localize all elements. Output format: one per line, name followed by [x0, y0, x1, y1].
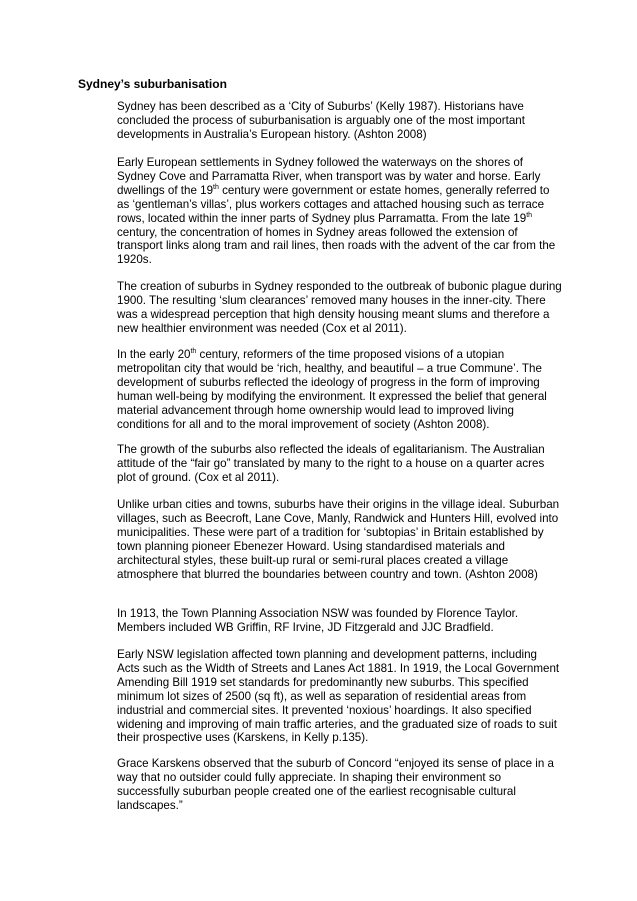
- paragraph-text: In the early 20: [117, 348, 191, 361]
- paragraph-town-planning-association: In 1913, the Town Planning Association NSW was founded by Florence Taylor. Members included WB Griffin, RF Irvine, JD Fitzgerald and JJC Bradfield.: [117, 607, 519, 634]
- paragraph-city-of-suburbs: Sydney has been described as a ‘City of Suburbs’ (Kelly 1987). Historians have concluded the process of suburbanisation is arguably one of the most important developments in Australia’s European history. (Ashton 2008): [117, 100, 525, 141]
- ordinal-suffix: th: [213, 183, 219, 191]
- paragraph-text: century, the concentration of homes in Sydney areas followed the extension of transport links along tram and rail lines, then roads with the advent of the car from the 1920s.: [117, 225, 556, 267]
- paragraph-concord-quote: Grace Karskens observed that the suburb of Concord “enjoyed its sense of place in a way that no outsider could fully appreciate. In shaping their environment so successfully suburban people created one of the earliest recognisable cultural landscapes.”: [117, 757, 554, 812]
- page-title: Sydney’s suburbanisation: [78, 77, 227, 91]
- paragraph-text: century were government or estate homes, generally referred to as ‘gentleman’s villas’, plus workers cottages and attached housing such as terrace rows, located within the inner parts of Sydney plus Parramatta. From the late 19: [117, 183, 550, 225]
- paragraph-text: century, reformers of the time proposed visions of a utopian metropolitan city that would be ‘rich, healthy, and beautiful – a true Commune’. The development of suburbs reflected the ideology of progress in the form of improving human well-being by modifying the environment. It expressed the belief that general material advancement through home ownership would lead to improved living conditions for all and to the moral improvement of society (Ashton 2008).: [117, 348, 547, 431]
- paragraph-village-ideal: Unlike urban cities and towns, suburbs have their origins in the village ideal. Suburban villages, such as Beecroft, Lane Cove, Manly, Randwick and Hunters Hill, evolved into municipalities. These were part of a tradition for ‘subtopias’ in Britain established by town planning pioneer Ebenezer Howard. Using standardised materials and architectural styles, these built-up rural or semi-rural places created a village atmosphere that blurred the boundaries between country and town. (Ashton 2008): [117, 498, 560, 581]
- ordinal-suffix: th: [526, 211, 533, 219]
- paragraph-egalitarianism: The growth of the suburbs also reflected the ideals of egalitarianism. The Australian attitude of the “fair go” translated by many to the right to a house on a quarter acres plot of ground. (Cox et al 2011).: [117, 443, 545, 484]
- paragraph-early-settlements: [117, 156, 562, 267]
- paragraph-bubonic-plague: The creation of suburbs in Sydney responded to the outbreak of bubonic plague during 1900. The resulting ‘slum clearances’ removed many houses in the inner-city. There was a widespread perception that high density housing meant slums and therefore a new healthier environment was needed (Cox et al 2011).: [117, 280, 562, 335]
- paragraph-text: Early European settlements in Sydney followed the waterways on the shores of Sydney Cove and Parramatta River, when transport was by water and horse. Early dwellings of the 19: [117, 156, 541, 197]
- paragraph-utopian-vision: [117, 348, 562, 431]
- paragraph-nsw-legislation: Early NSW legislation affected town planning and development patterns, including Acts such as the Width of Streets and Lanes Act 1881. In 1919, the Local Government Amending Bill 1919 set standards for predominantly new suburbs. This specified minimum lot sizes of 2500 (sq ft), as well as separation of residential areas from industrial and commercial sites. It prevented ‘noxious’ hoardings. It also specified widening and improving of main traffic arteries, and the graduated size of roads to suit their prospective uses (Karskens, in Kelly p.135).: [117, 648, 560, 745]
- ordinal-suffix: th: [190, 348, 197, 356]
